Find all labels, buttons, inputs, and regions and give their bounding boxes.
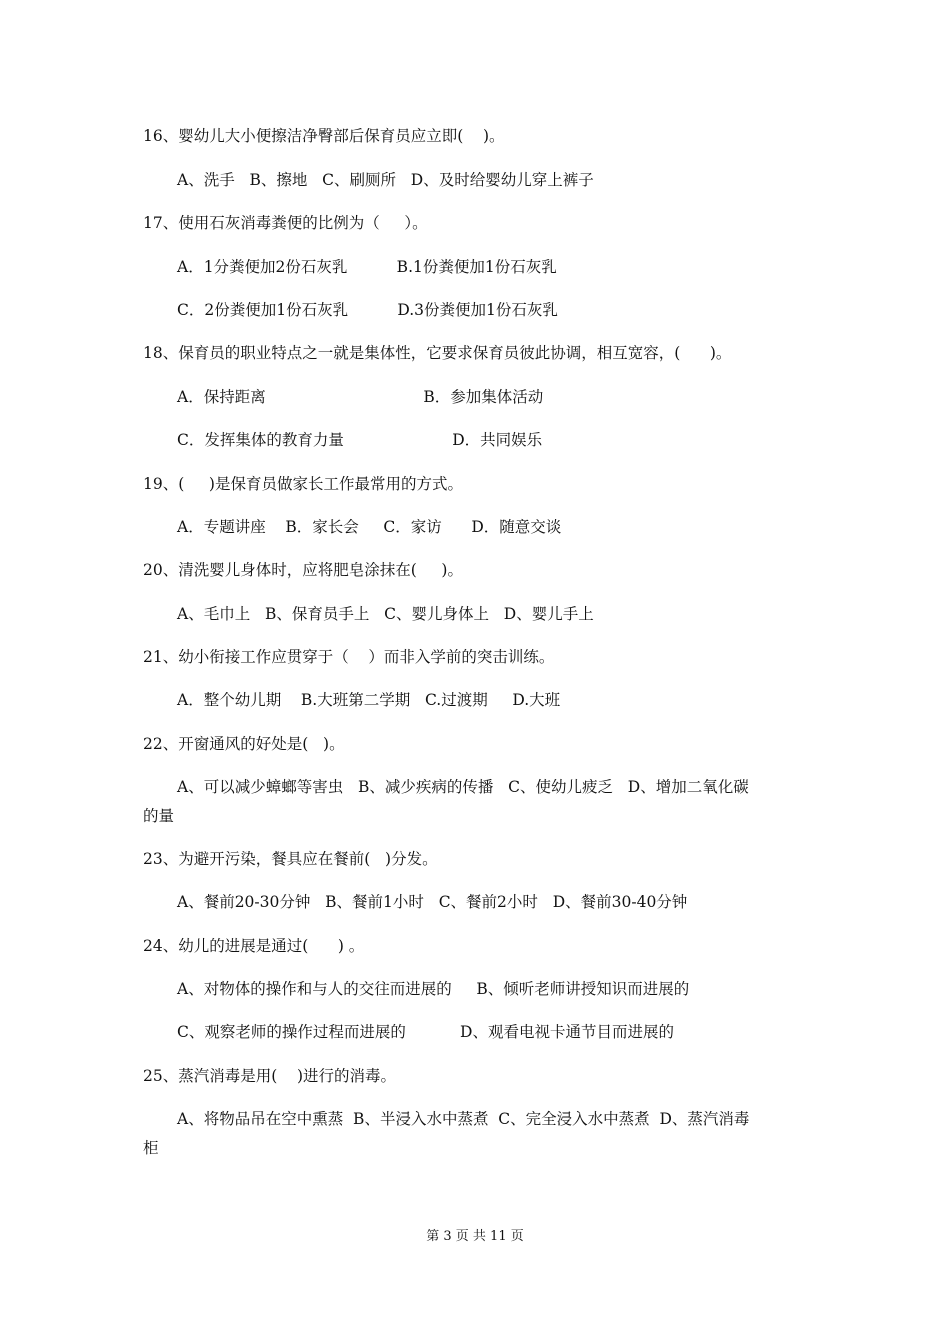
question-17-options-row-1: A．1分粪便加2份石灰乳 B.1份粪便加1份石灰乳 [177, 258, 557, 276]
question-16-options: A、洗手 B、擦地 C、刷厕所 D、及时给婴幼儿穿上裤子 [177, 171, 594, 189]
question-16-stem: 16、婴幼儿大小便擦洁净臀部后保育员应立即( )。 [143, 127, 505, 145]
question-21-stem: 21、幼小衔接工作应贯穿于（ ）而非入学前的突击训练。 [143, 648, 555, 666]
question-24-stem: 24、幼儿的进展是通过( ) 。 [143, 937, 365, 955]
question-19-options: A．专题讲座 B．家长会 C．家访 D．随意交谈 [177, 518, 562, 536]
question-20-stem: 20、清洗婴儿身体时，应将肥皂涂抹在( )。 [143, 561, 463, 579]
question-18-options-row-1: A．保持距离 B．参加集体活动 [177, 388, 544, 406]
question-25-options-continuation: 柜 [143, 1139, 159, 1157]
question-24-options-row-2: C、观察老师的操作过程而进展的 D、观看电视卡通节目而进展的 [177, 1023, 674, 1041]
question-17-options-row-2: C．2份粪便加1份石灰乳 D.3份粪便加1份石灰乳 [177, 301, 558, 319]
question-18-options-row-2: C．发挥集体的教育力量 D．共同娱乐 [177, 431, 543, 449]
question-23-options: A、餐前20-30分钟 B、餐前1小时 C、餐前2小时 D、餐前30-40分钟 [177, 893, 688, 911]
question-17-stem: 17、使用石灰消毒粪便的比例为（ ）。 [143, 214, 428, 232]
question-24-options-row-1: A、对物体的操作和与人的交往而进展的 B、倾听老师讲授知识而进展的 [177, 980, 690, 998]
question-22-options: A、可以减少蟑螂等害虫 B、减少疾病的传播 C、使幼儿疲乏 D、增加二氧化碳 [177, 778, 749, 796]
question-20-options: A、毛巾上 B、保育员手上 C、婴儿身体上 D、婴儿手上 [177, 605, 594, 623]
question-18-stem: 18、保育员的职业特点之一就是集体性，它要求保育员彼此协调，相互宽容，( )。 [143, 344, 732, 362]
page-number-footer: 第 3 页 共 11 页 [426, 1229, 524, 1244]
question-21-options: A．整个幼儿期 B.大班第二学期 C.过渡期 D.大班 [177, 691, 561, 709]
question-25-stem: 25、蒸汽消毒是用( )进行的消毒。 [143, 1067, 397, 1085]
question-25-options: A、将物品吊在空中熏蒸 B、半浸入水中蒸煮 C、完全浸入水中蒸煮 D、蒸汽消毒 [177, 1110, 750, 1128]
question-22-stem: 22、开窗通风的好处是( )。 [143, 735, 345, 753]
question-19-stem: 19、( )是保育员做家长工作最常用的方式。 [143, 475, 463, 493]
question-23-stem: 23、为避开污染，餐具应在餐前( )分发。 [143, 850, 438, 868]
question-22-options-continuation: 的量 [143, 807, 175, 825]
